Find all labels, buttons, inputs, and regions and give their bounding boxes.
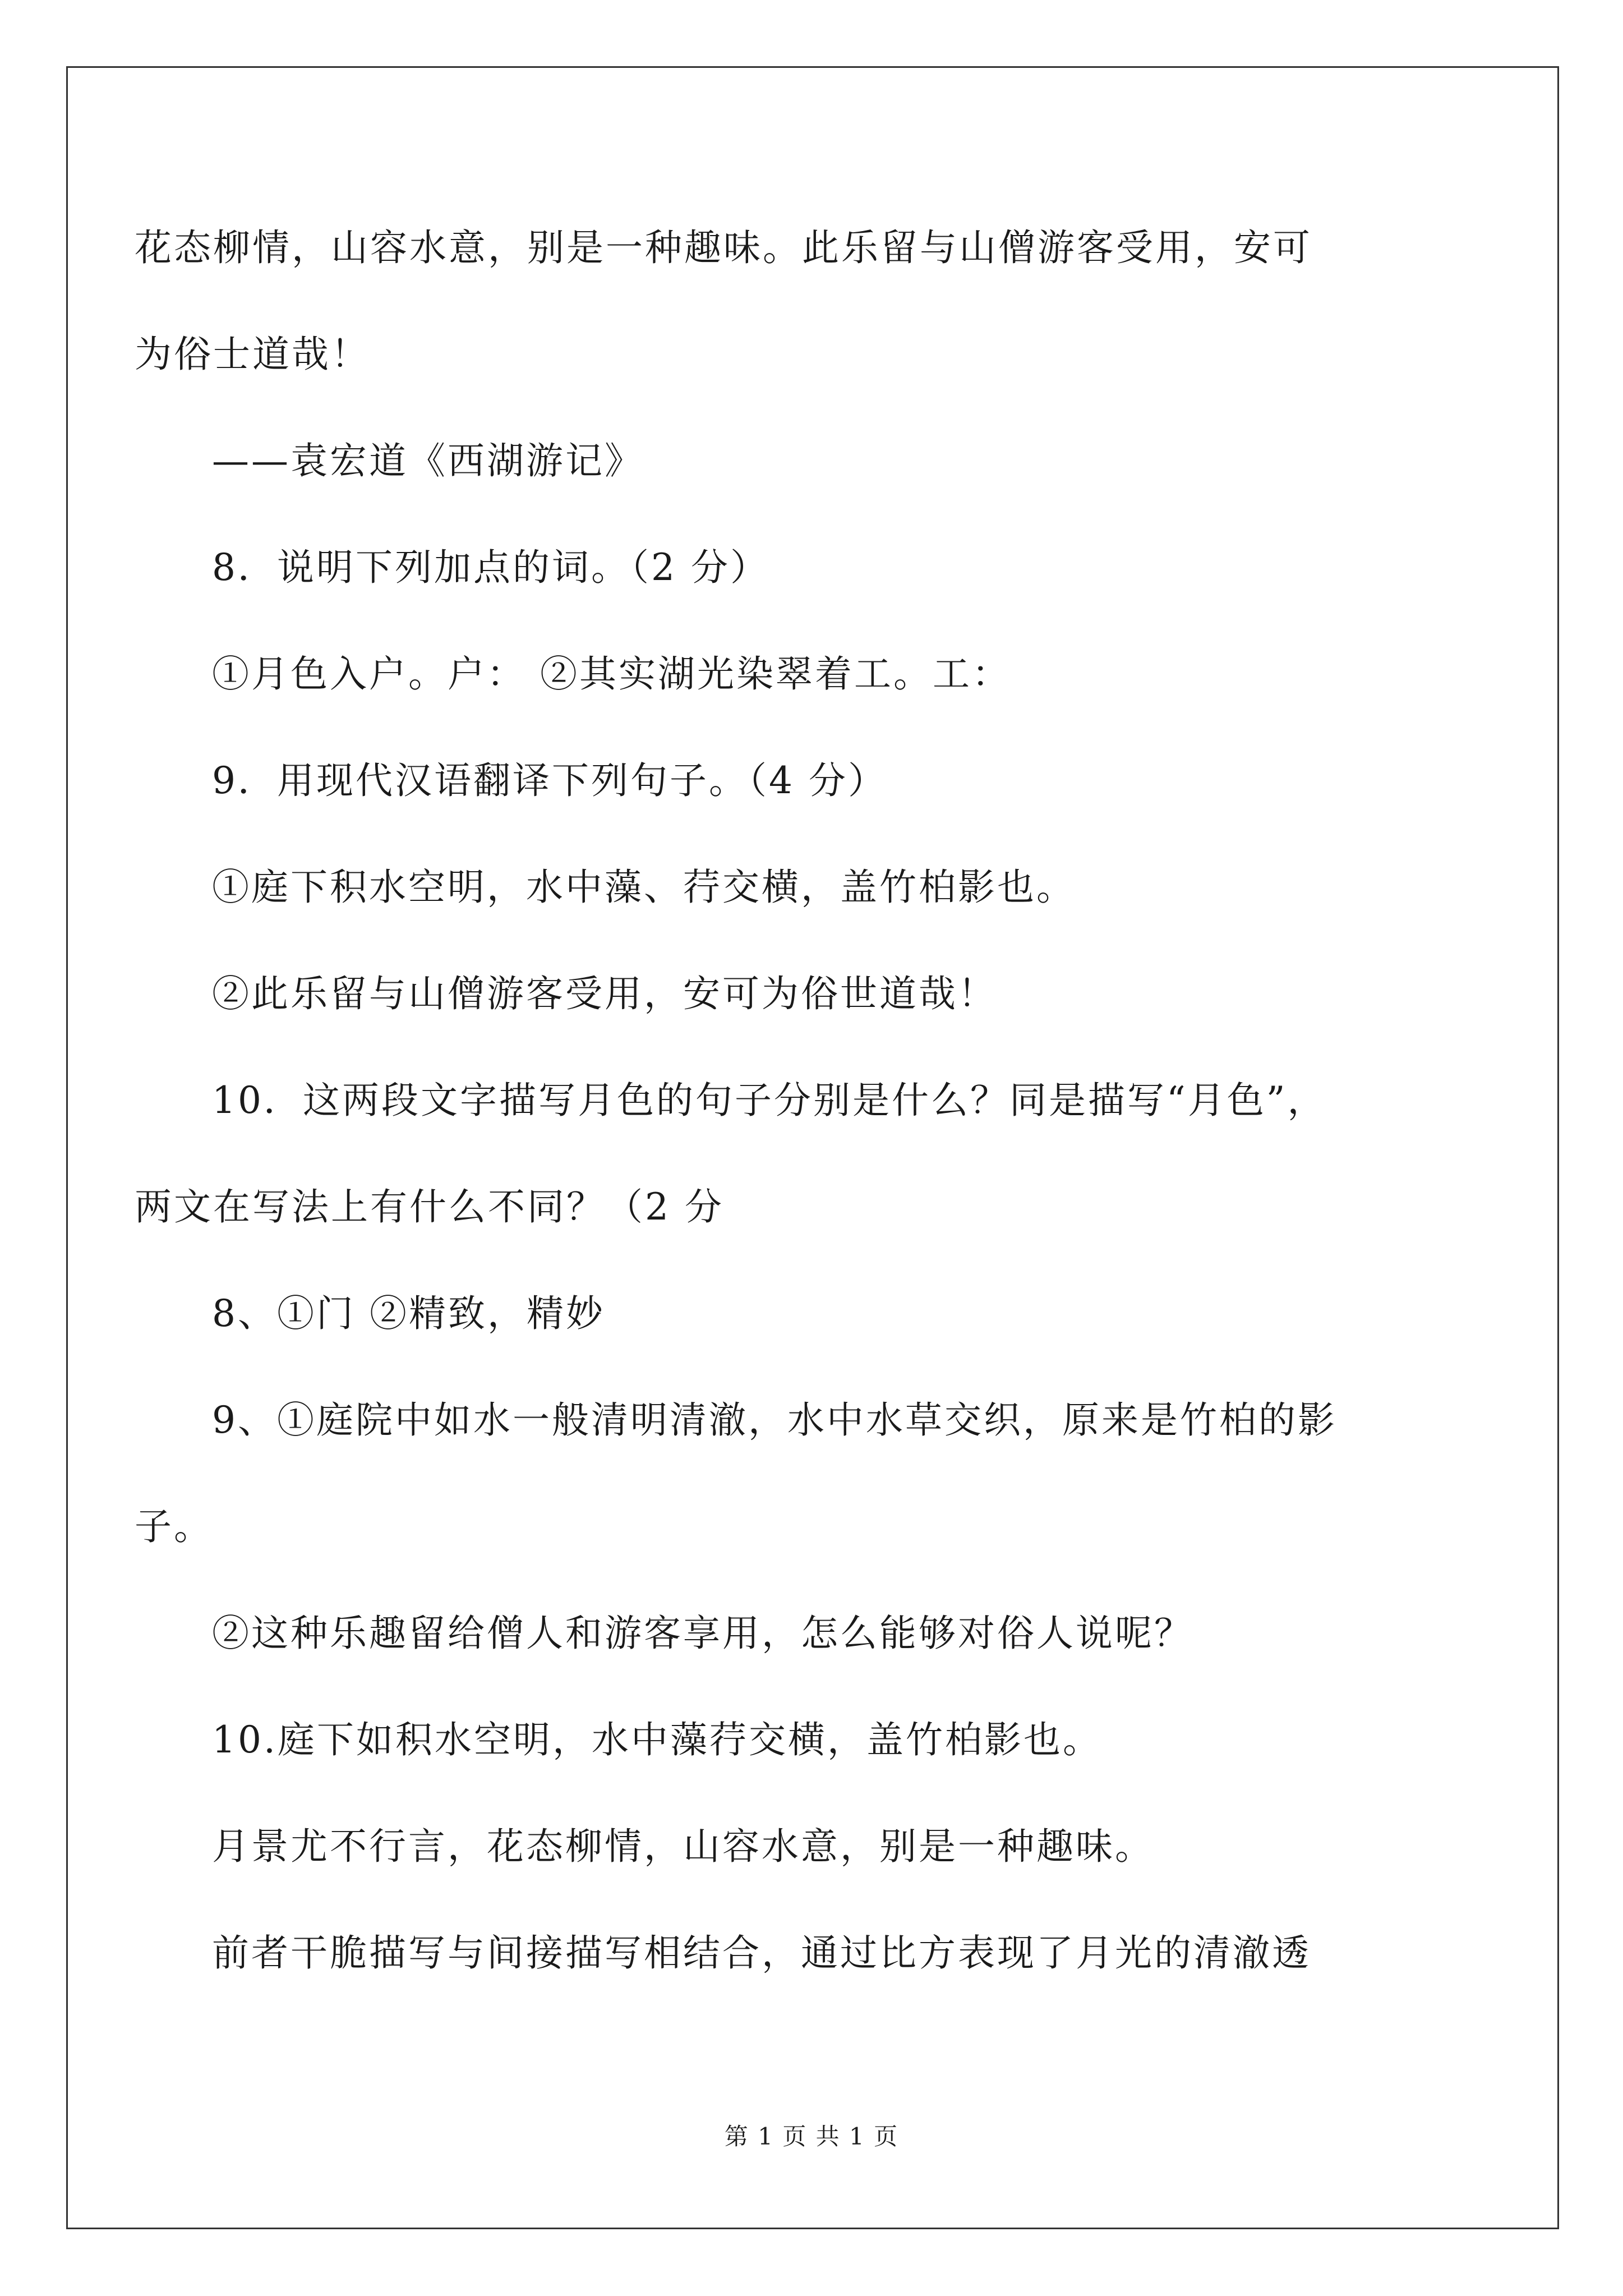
- question-8: 8．说明下列加点的词。（2 分）: [212, 546, 769, 589]
- text-line: ——袁宏道《西湖游记》: [212, 439, 644, 482]
- text-line: 为俗士道哉！: [135, 333, 370, 376]
- question-8-items: ①月色入户。户： ②其实湖光染翠着工。工：: [212, 652, 1011, 696]
- question-10: 10．这两段文字描写月色的句子分别是什么？同是描写“月色”，: [212, 1079, 1327, 1122]
- answer-9-item-1-cont: 子。: [135, 1505, 213, 1548]
- answer-10-line-3: 前者干脆描写与间接描写相结合，通过比方表现了月光的清澈透: [212, 1931, 1311, 1975]
- answer-8: 8、①门 ②精致，精妙: [212, 1292, 605, 1335]
- question-9-item-1: ①庭下积水空明，水中藻、荇交横，盖竹柏影也。: [212, 866, 1076, 909]
- question-10-cont: 两文在写法上有什么不同？（2 分: [135, 1185, 724, 1228]
- question-9: 9．用现代汉语翻译下列句子。（4 分）: [212, 759, 887, 802]
- page-number: 第 1 页 共 1 页: [724, 2123, 899, 2150]
- answer-9-item-1: 9、①庭院中如水一般清明清澈，水中水草交织，原来是竹柏的影: [212, 1398, 1337, 1442]
- question-9-item-2: ②此乐留与山僧游客受用，安可为俗世道哉！: [212, 972, 997, 1015]
- page-border: [66, 66, 1559, 2229]
- answer-10: 10.庭下如积水空明，水中藻荇交横，盖竹柏影也。: [212, 1718, 1102, 1761]
- answer-9-item-2: ②这种乐趣留给僧人和游客享用，怎么能够对俗人说呢？: [212, 1612, 1193, 1655]
- answer-10-line-2: 月景尤不行言，花态柳情，山容水意，别是一种趣味。: [212, 1825, 1154, 1868]
- text-line: 花态柳情，山容水意，别是一种趣味。此乐留与山僧游客受用，安可: [135, 226, 1312, 269]
